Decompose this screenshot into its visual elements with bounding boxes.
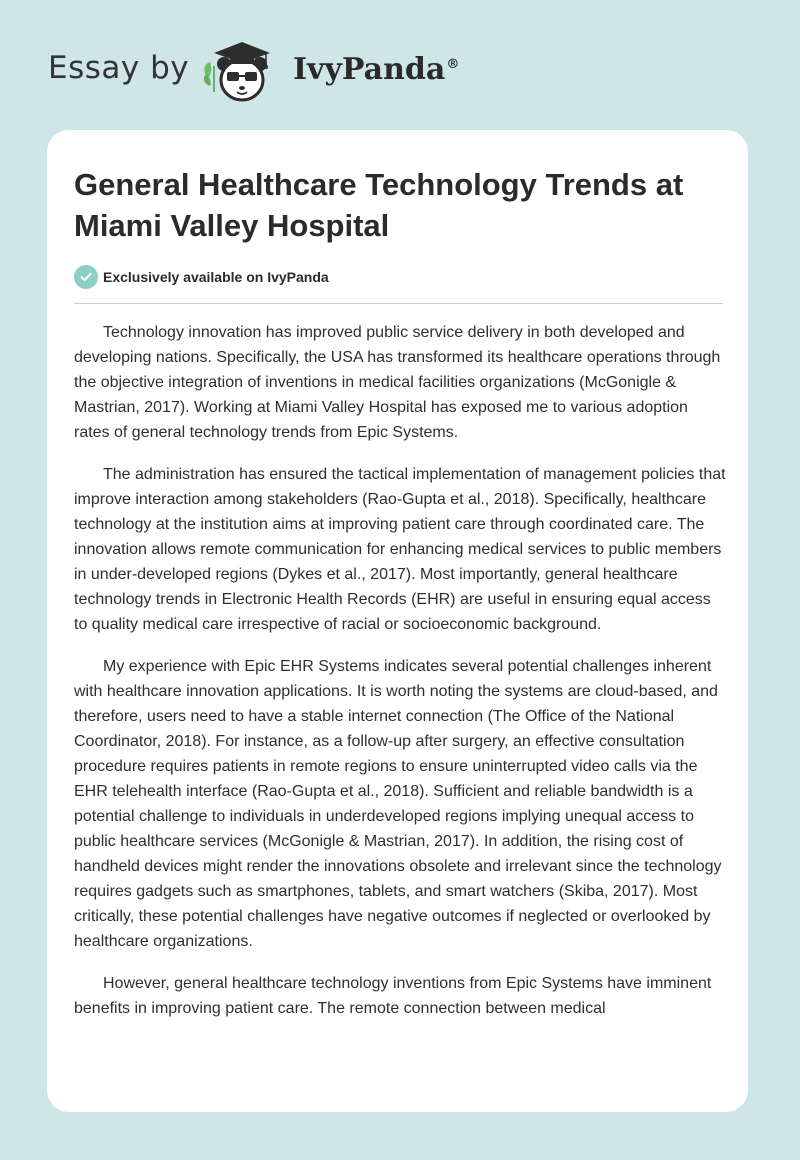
check-circle-icon: [74, 265, 98, 289]
paragraph: However, general healthcare technology inventions from Epic Systems have imminent benefits in improving patient care. The remote connection between medical: [74, 975, 712, 1017]
registered-mark: ®: [446, 57, 460, 72]
brand-name[interactable]: [293, 52, 459, 87]
paragraph: Technology innovation has improved public service delivery in both developed and developing nations. Specifically, the USA has transformed its healthcare operations through the objective integration of inventions in medical facilities organizations (McGonigle & Mastrian, 2017). Working at Miami Valley Hospital has exposed me to various adoption rates of general technology trends from Epic Systems.: [74, 324, 721, 441]
divider: [74, 303, 723, 304]
article-card: [47, 130, 748, 1112]
brand-text: IvyPanda: [293, 52, 446, 87]
paragraph: My experience with Epic EHR Systems indicates several potential challenges inherent with healthcare innovation applications. It is worth noting the systems are cloud-based, and therefore, users need to have a stable internet connection (The Office of the National Coordinator, 2018). For instance, as a follow-up after surgery, an effective consultation procedure requires patients in remote regions to ensure uninterrupted video calls via the EHR telehealth interface (Rao-Gupta et al., 2018). Sufficient and reliable bandwidth is a potential challenge to individuals in underdeveloped regions implying unequal access to public healthcare services (McGonigle & Mastrian, 2017). In addition, the rising cost of handheld devices might render the innovations obsolete and irrelevant since the technology requires gadgets such as smartphones, tablets, and smart watchers (Skiba, 2017). Most critically, these potential challenges have negative outcomes if neglected or overlooked by healthcare organizations.: [74, 658, 722, 950]
site-header: [0, 0, 800, 130]
article-body: [74, 320, 726, 1038]
page-title: General Healthcare Technology Trends at Miami Valley Hospital: [74, 167, 684, 243]
exclusive-badge: [74, 264, 329, 290]
panda-graduate-icon[interactable]: [200, 36, 284, 106]
essay-by-label: Essay by: [48, 50, 190, 86]
badge-label: Exclusively available on IvyPanda: [103, 269, 329, 285]
paragraph: The administration has ensured the tactical implementation of management policies that improve interaction among stakeholders (Rao-Gupta et al., 2018). Specifically, healthcare technology at the institution aims at improving patient care through coordinated care. The innovation allows remote communication for enhancing medical services to public members in under-developed regions (Dykes et al., 2017). Most importantly, general healthcare technology trends in Electronic Health Records (EHR) are useful in ensuring equal access to quality medical care irrespective of racial or socioeconomic background.: [74, 466, 726, 633]
